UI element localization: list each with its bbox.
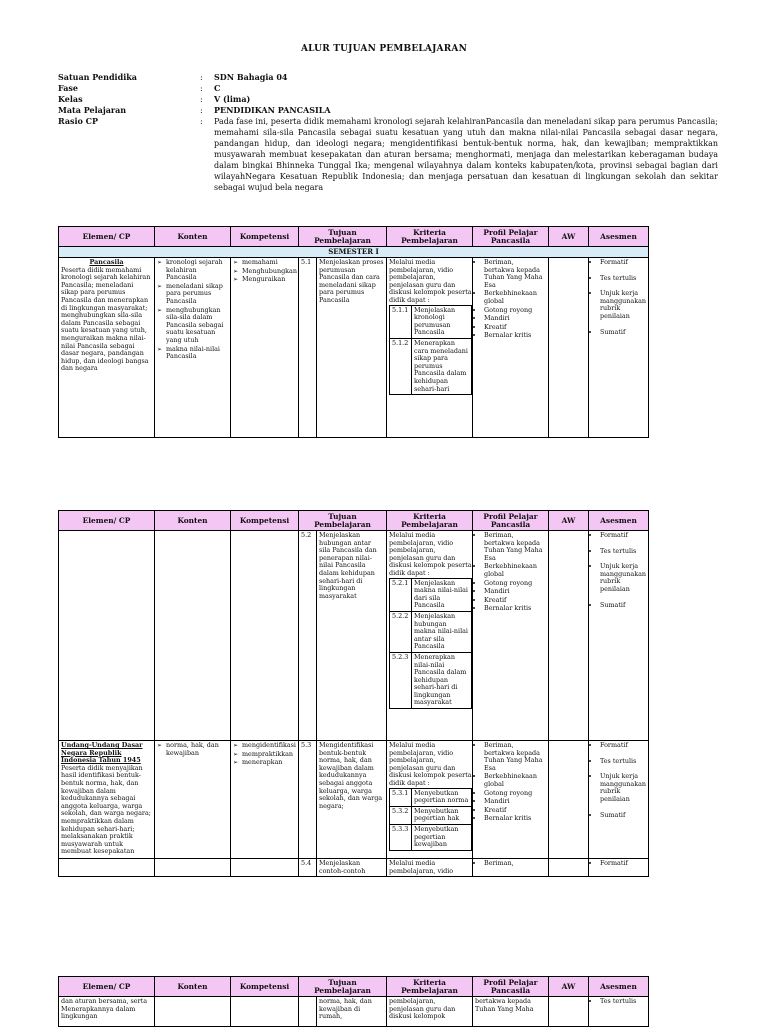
kompetensi-cell	[231, 997, 299, 1027]
header-kompetensi: Kompetensi	[231, 977, 299, 997]
kriteria-text: Menjelaskan kronologi perumusan Pancasila	[412, 305, 472, 338]
konten-cell	[155, 859, 231, 877]
aw-cell	[549, 859, 589, 877]
list-item: ➢ kronologi sejarah kelahiran Pancasila	[157, 259, 228, 282]
colon: :	[200, 117, 203, 126]
list-item: ➢ memahami	[233, 259, 296, 267]
list-item: • Berkebhinekaan global	[484, 290, 546, 305]
aw-cell	[549, 258, 589, 438]
asesmen-cell	[589, 741, 649, 859]
kriteria-intro: Melalui media pembelajaran, vidio pembelajaran, penjelasan guru dan diskusi kelompok peserta didik dapat :	[389, 531, 472, 577]
info-value: C	[214, 83, 221, 93]
konten-cell	[155, 258, 231, 438]
kriteria-number: 5.3.2	[390, 806, 412, 824]
atp-table-2	[58, 510, 649, 877]
list-item: • Formatif	[600, 259, 646, 267]
list-item: ➢ menerapkan	[233, 759, 296, 767]
konten-cell	[155, 741, 231, 859]
elemen-cell	[59, 859, 155, 877]
info-value: PENDIDIKAN PANCASILA	[214, 105, 331, 115]
konten-cell	[155, 997, 231, 1027]
elemen-title: Undang-Undang Dasar Negara Republik Indonesia Tahun 1945	[61, 741, 143, 765]
kompetensi-cell	[231, 258, 299, 438]
aw-cell	[549, 741, 589, 859]
header-asesmen: Asesmen	[589, 977, 649, 997]
rasio-cp-text: Pada fase ini, peserta didik memahami kronologi sejarah kelahiranPancasila dan meneladani sikap para perumus Pancasila; memahami sila-sila Pancasila sebagai suatu kesatuan yang utuh dan makna nilai-nilai Pancasila sebagai dasar negara, pandangan hidup, dan ideologi negara; mengidentifikasi bentuk-bentuk norma, hak, dan kewajiban; mempraktikkan musyawarah membuat kesepakatan dan aturan bersama; menghormati, menjaga dan melestarikan keberagaman budaya dalam bingkai Bhinneka Tunggal Ika; mengenal wilayahnya dalam konteks kabupaten/kota, provinsi sebagai bagian dari wilayahNegara Kesatuan Republik Indonesia; dan menjaga persatuan dan kesatuan di lingkungan sekolah dan sekitar sebagai wujud bela negara	[214, 117, 718, 192]
profil-cell	[473, 531, 549, 741]
info-label: Fase	[58, 83, 79, 93]
profil-cell: bertakwa kepada Tuhan Yang Maha	[473, 997, 549, 1027]
list-item: • Beriman, bertakwa kepada Tuhan Yang Maha Esa	[484, 742, 546, 772]
kriteria-text: Menyebutkan pegertian norma	[412, 788, 472, 806]
info-value: SDN Bahagia 04	[214, 72, 288, 82]
kriteria-cell	[387, 741, 473, 859]
kriteria-number: 5.3.3	[390, 824, 412, 850]
list-item: • Unjuk kerja manggunakan rubrik penilaian	[600, 290, 646, 320]
header-profil: Profil Pelajar Pancasila	[473, 511, 549, 531]
kriteria-text: Menyebutkan pegertian hak	[412, 806, 472, 824]
profil-cell	[473, 859, 549, 877]
colon: :	[200, 84, 203, 93]
asesmen-cell	[589, 859, 649, 877]
tp-text: norma, hak, dan kewajiban di rumah,	[317, 997, 387, 1027]
elemen-title: Pancasila	[89, 258, 124, 266]
header-asesmen: Asesmen	[589, 511, 649, 531]
list-item: ➢ menghubungkan sila-sila dalam Pancasila sebagai suatu kesatuan yang utuh	[157, 307, 228, 345]
list-item: • Formatif	[600, 860, 646, 868]
list-item: ➢ meneladani sikap para perumus Pancasila	[157, 283, 228, 306]
aw-cell	[549, 997, 589, 1027]
header-aw: AW	[549, 977, 589, 997]
document-title: ALUR TUJUAN PEMBELAJARAN	[300, 44, 468, 54]
list-item: • Sumatif	[600, 602, 646, 610]
kriteria-text: Menjelaskan hubungan makna nilai-nilai antar sila Pancasila	[412, 611, 472, 652]
header-aw: AW	[549, 227, 589, 247]
elemen-cell	[59, 258, 155, 438]
tp-text: Mengidentifikasi bentuk-bentuk norma, hak, dan kewajiban dalam kedudukannya sebagai anggota keluarga, warga sekolah, dan warga negara;	[317, 741, 387, 859]
kriteria-text: Menjelaskan makna nilai-nilai dari sila Pancasila	[412, 578, 472, 611]
kriteria-text: Menerapkan nilai-nilai Pancasila dalam kehidupan sehari-hari di lingkungan masyarakat	[412, 652, 472, 708]
tp-number: 5.3	[299, 741, 317, 859]
list-item: • Sumatif	[600, 329, 646, 337]
tp-number: 5.1	[299, 258, 317, 438]
elemen-cell: dan aturan bersama, serta Menerapkannya dalam lingkungan	[59, 997, 155, 1027]
kriteria-number: 5.2.1	[390, 578, 412, 611]
asesmen-cell	[589, 997, 649, 1027]
list-item: • Bernalar kritis	[484, 605, 546, 613]
list-item: • Kreatif	[484, 597, 546, 605]
kriteria-subtable	[389, 788, 472, 851]
tp-number	[299, 997, 317, 1027]
atp-table-3	[58, 976, 649, 1027]
header-konten: Konten	[155, 227, 231, 247]
kriteria-text: Menerapkan cara meneladani sikap para perumus Pancasila dalam kehidupan sehari-hari	[412, 338, 472, 394]
header-kriteria: Kriteria Pembelajaran	[387, 511, 473, 531]
kriteria-number: 5.1.1	[390, 305, 412, 338]
header-elemen: Elemen/ CP	[59, 511, 155, 531]
tp-text: Menjelaskan proses perumusan Pancasila dan cara meneladani sikap para perumus Pancasila	[317, 258, 387, 438]
profil-cell	[473, 258, 549, 438]
kriteria-number: 5.2.3	[390, 652, 412, 708]
list-item: • Gotong royong	[484, 790, 546, 798]
list-item: ➢ norma, hak, dan kewajiban	[157, 742, 228, 757]
header-elemen: Elemen/ CP	[59, 227, 155, 247]
info-label: Kelas	[58, 94, 83, 104]
info-label: Mata Pelajaran	[58, 105, 127, 115]
header-kriteria: Kriteria Pembelajaran	[387, 977, 473, 997]
header-tujuan: Tujuan Pembelajaran	[299, 977, 387, 997]
kompetensi-cell	[231, 531, 299, 741]
konten-cell	[155, 531, 231, 741]
list-item: • Beriman, bertakwa kepada Tuhan Yang Maha Esa	[484, 259, 546, 289]
list-item: • Unjuk kerja manggunakan rubrik penilaian	[600, 563, 646, 593]
list-item: • Tes tertulis	[600, 758, 646, 766]
elemen-text: Peserta didik menyajikan hasil identifikasi bentuk-bentuk norma, hak, dan kewajiban dalam kedudukannya sebagai anggota keluarga, warga sekolah, dan warga negara; mempraktikkan dalam kehidupan sehari-hari; melaksanakan praktik musyawarah untuk membuat kesepakatan	[61, 763, 151, 856]
header-konten: Konten	[155, 511, 231, 531]
header-tujuan: Tujuan Pembelajaran	[299, 227, 387, 247]
info-label: Rasio CP	[58, 116, 99, 126]
list-item: • Tes tertulis	[600, 275, 646, 283]
kriteria-subtable	[389, 305, 472, 396]
list-item: • Mandiri	[484, 315, 546, 323]
list-item: • Beriman,	[484, 860, 546, 868]
elemen-cell	[59, 741, 155, 859]
list-item: • Berkebhinekaan global	[484, 773, 546, 788]
asesmen-cell	[589, 531, 649, 741]
list-item: • Formatif	[600, 532, 646, 540]
header-kompetensi: Kompetensi	[231, 511, 299, 531]
kriteria-intro: Melalui media pembelajaran, vidio pembelajaran, penjelasan guru dan diskusi kelompok peserta didik dapat :	[389, 258, 472, 304]
header-profil: Profil Pelajar Pancasila	[473, 227, 549, 247]
list-item: • Berkebhinekaan global	[484, 563, 546, 578]
list-item: ➢ mempraktikkan	[233, 751, 296, 759]
header-aw: AW	[549, 511, 589, 531]
kriteria-number: 5.2.2	[390, 611, 412, 652]
tp-number: 5.4	[299, 859, 317, 877]
list-item: • Kreatif	[484, 324, 546, 332]
kriteria-number: 5.1.2	[390, 338, 412, 394]
kriteria-subtable	[389, 578, 472, 710]
list-item: ➢ Menguraikan	[233, 276, 296, 284]
kriteria-text: Menyebutkan pegertian kewajiban	[412, 824, 472, 850]
elemen-text: Peserta didik memahami kronologi sejarah kelahiran Pancasila; meneladani sikap para perumus Pancasila dan menerapkan di lingkungan masyarakat; menghubungkan sila-sila dalam Pancasila sebagai suatu kesatuan yang utuh, menguraikan makna nilai-nilai Pancasila sebagai dasar negara, pandangan hidup, dan ideologi bangsa dan negara	[61, 265, 151, 373]
info-block	[58, 72, 718, 193]
list-item: • Mandiri	[484, 588, 546, 596]
semester-row: SEMESTER I	[59, 247, 649, 258]
colon: :	[200, 106, 203, 115]
tp-number: 5.2	[299, 531, 317, 741]
list-item: • Bernalar kritis	[484, 815, 546, 823]
info-label: Satuan Pendidika	[58, 72, 137, 82]
tp-text: Menjelaskan contoh-contoh	[317, 859, 387, 877]
list-item: • Bernalar kritis	[484, 332, 546, 340]
colon: :	[200, 73, 203, 82]
kriteria-intro: Melalui media pembelajaran, vidio pembelajaran, penjelasan guru dan diskusi kelompok peserta didik dapat :	[389, 741, 472, 787]
list-item: • Mandiri	[484, 798, 546, 806]
atp-table-1	[58, 226, 649, 438]
tp-text: Menjelaskan hubungan antar sila Pancasila dan penerapan nilai-nilai Pancasila dalam kehidupan sehari-hari di lingkungan masyarakat	[317, 531, 387, 741]
list-item: • Tes tertulis	[600, 548, 646, 556]
profil-cell	[473, 741, 549, 859]
kompetensi-cell	[231, 859, 299, 877]
header-profil: Profil Pelajar Pancasila	[473, 977, 549, 997]
header-elemen: Elemen/ CP	[59, 977, 155, 997]
header-konten: Konten	[155, 977, 231, 997]
list-item: ➢ makna nilai-nilai Pancasila	[157, 346, 228, 361]
list-item: • Tes tertulis	[600, 998, 646, 1006]
kriteria-cell	[387, 258, 473, 438]
list-item: • Gotong royong	[484, 580, 546, 588]
list-item: • Gotong royong	[484, 307, 546, 315]
list-item: • Unjuk kerja manggunakan rubrik penilaian	[600, 773, 646, 803]
kriteria-cell: pembelajaran, penjelasan guru dan diskusi kelompok	[387, 997, 473, 1027]
kompetensi-cell	[231, 741, 299, 859]
header-asesmen: Asesmen	[589, 227, 649, 247]
list-item: • Sumatif	[600, 812, 646, 820]
list-item: • Kreatif	[484, 807, 546, 815]
kriteria-cell	[387, 531, 473, 741]
elemen-cell	[59, 531, 155, 741]
kriteria-number: 5.3.1	[390, 788, 412, 806]
header-tujuan: Tujuan Pembelajaran	[299, 511, 387, 531]
header-kompetensi: Kompetensi	[231, 227, 299, 247]
colon: :	[200, 95, 203, 104]
list-item: • Beriman, bertakwa kepada Tuhan Yang Maha Esa	[484, 532, 546, 562]
header-kriteria: Kriteria Pembelajaran	[387, 227, 473, 247]
aw-cell	[549, 531, 589, 741]
kriteria-cell: Melalui media pembelajaran, vidio	[387, 859, 473, 877]
info-value: V (lima)	[214, 94, 251, 104]
asesmen-cell	[589, 258, 649, 438]
list-item: ➢ mengidentifikasi	[233, 742, 296, 750]
list-item: ➢ Menghubungkan	[233, 268, 296, 276]
list-item: • Formatif	[600, 742, 646, 750]
